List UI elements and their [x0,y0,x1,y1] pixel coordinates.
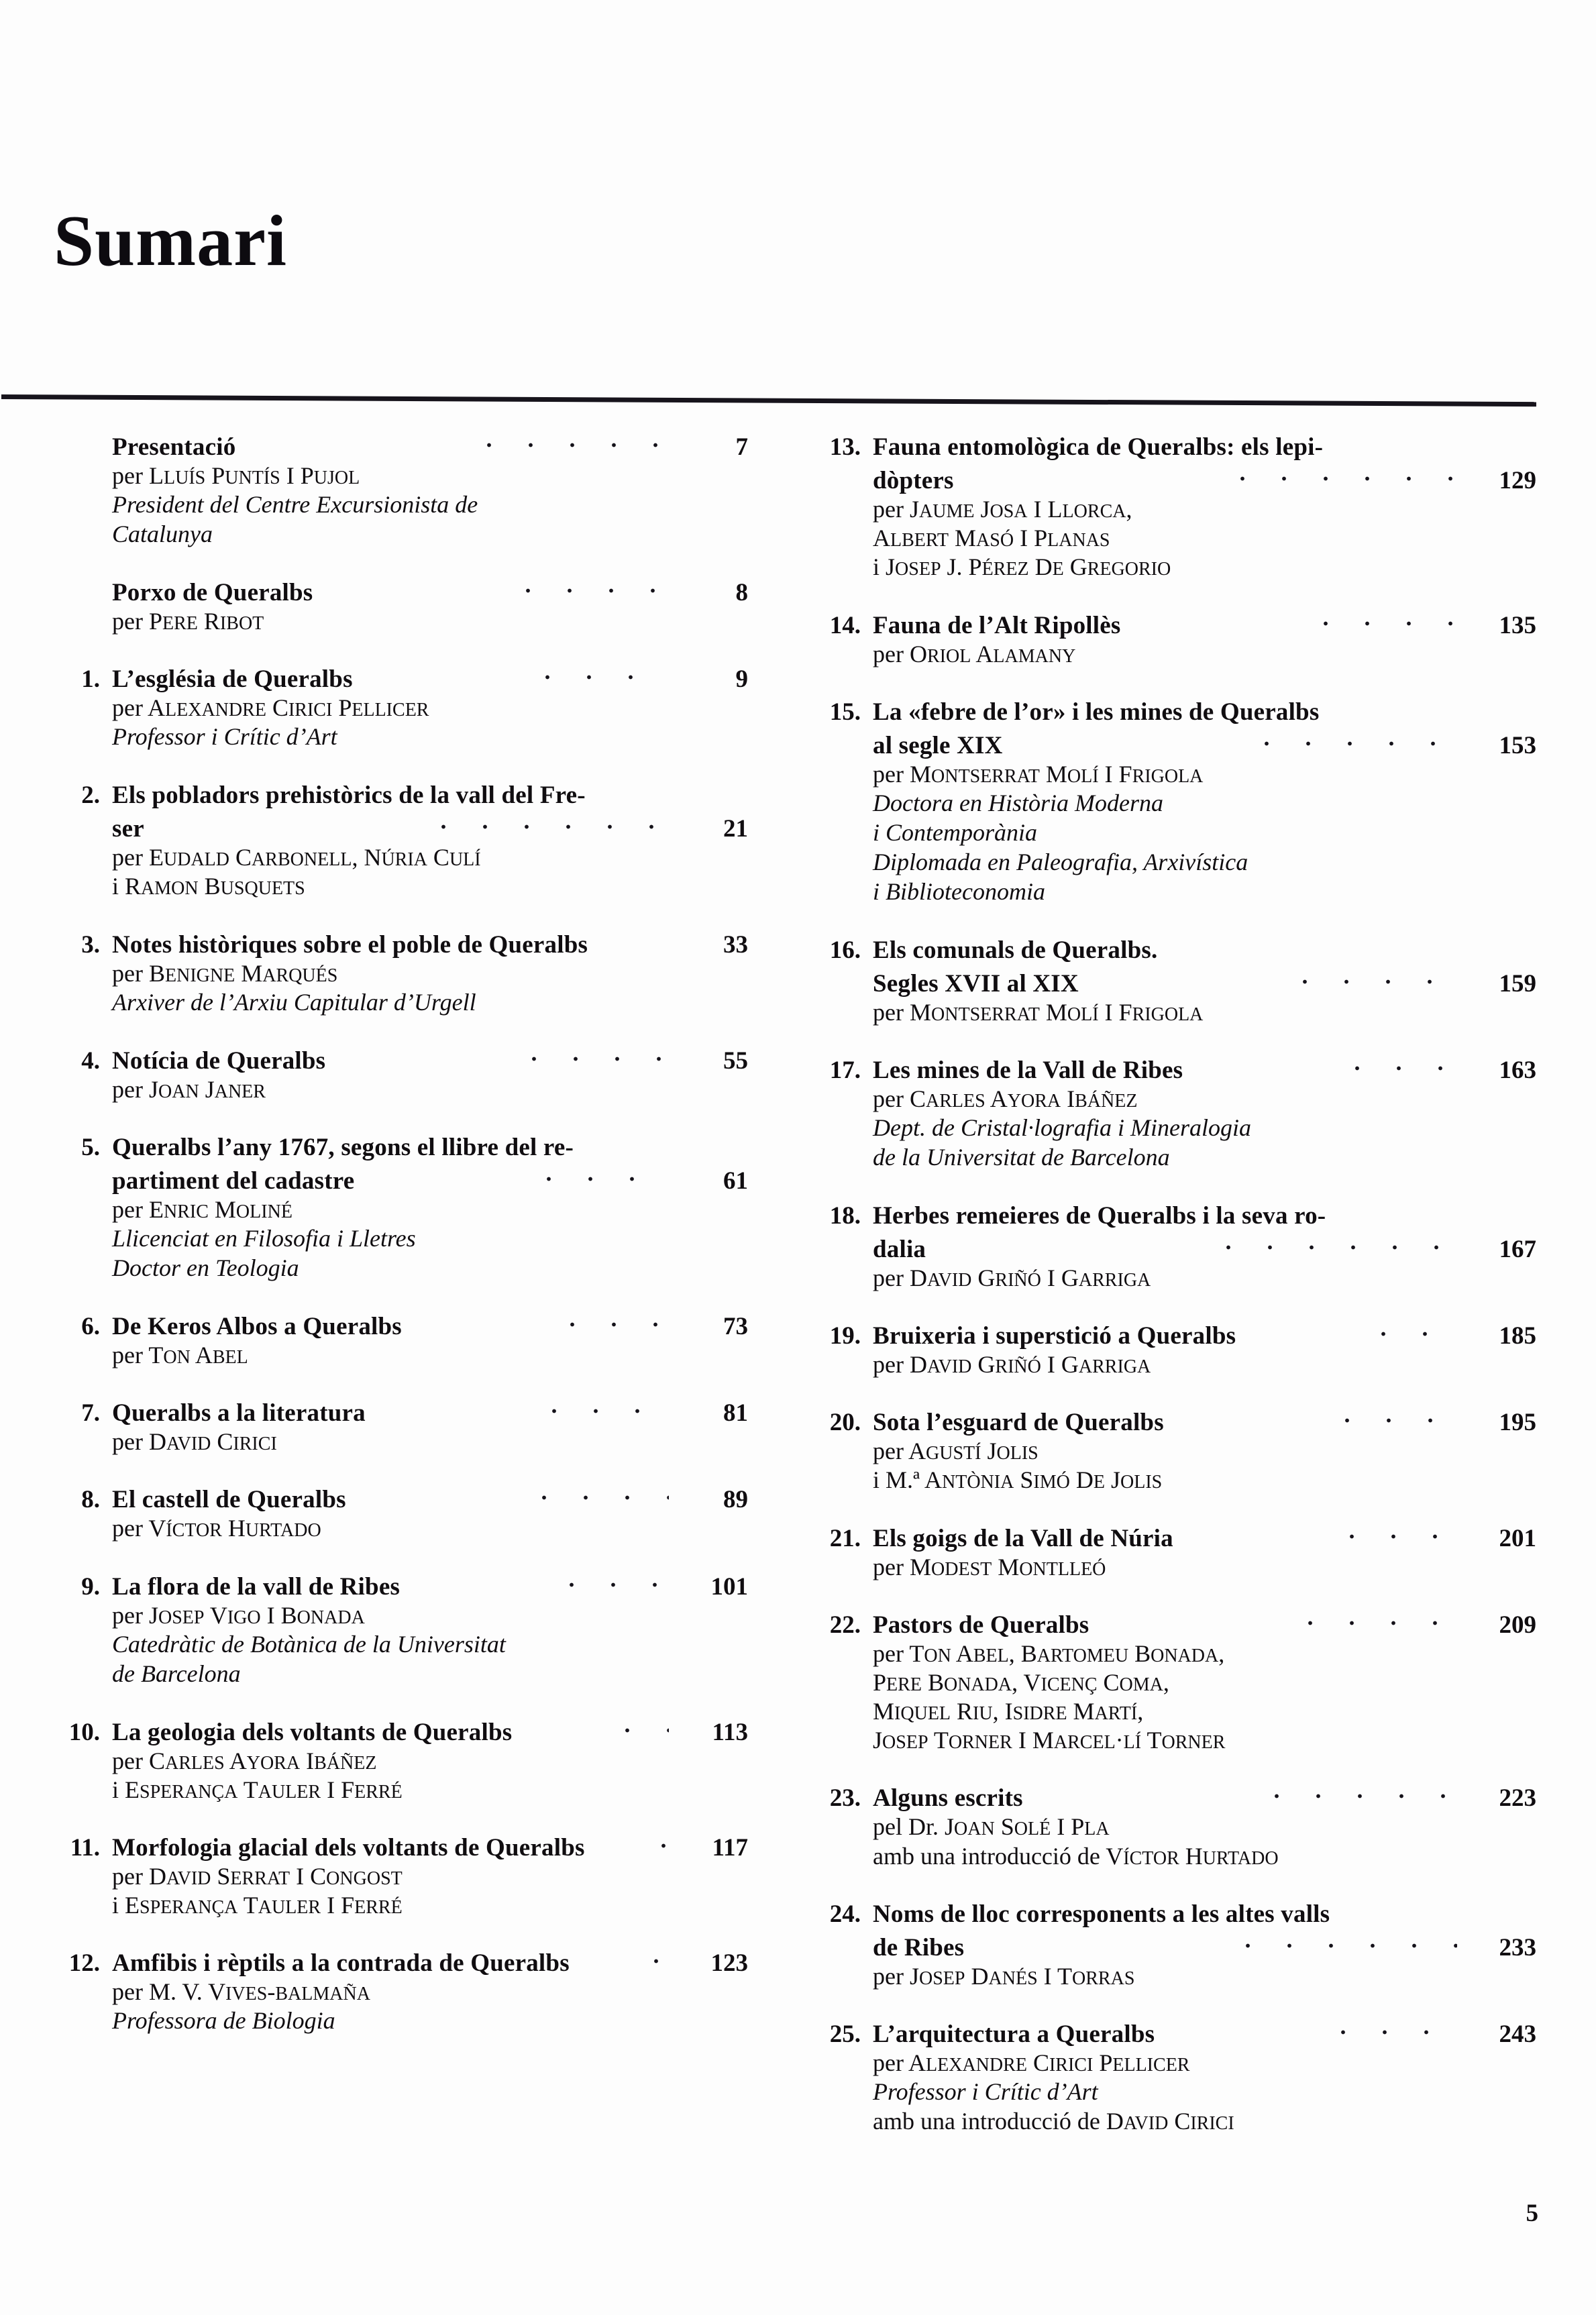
toc-entry-title[interactable]: Bruixeria i superstició a Queralbs [873,1322,1236,1350]
toc-entry-title[interactable]: dòpters [873,467,954,494]
toc-entry-author: per JAUME JOSA I LLORCA, [873,496,1132,523]
toc-entry-number: 8. [81,1486,100,1514]
toc-leader-dots [538,1307,669,1334]
toc-entry-author: per ORIOL ALAMANY [873,640,1076,667]
toc-entry-number: 7. [81,1399,100,1428]
toc-entry-line[interactable] [64,1162,748,1195]
toc-entry-title[interactable]: Herbes remeieres de Queralbs i la seva ro- [873,1201,1326,1230]
toc-entry-title[interactable]: Segles XVII al XIX [873,969,1079,998]
toc-entry-author: per MODEST MONTLLEÓ [873,1553,1106,1580]
toc-entry-affiliation: Professor i Crític d’Art [873,2078,1098,2106]
toc-entry[interactable] [815,606,1536,669]
toc-entry-page-number: 153 [1499,731,1537,759]
toc-entry-line[interactable] [815,726,1536,760]
toc-entry-title[interactable]: ser [112,815,144,843]
toc-leader-dots [624,1128,669,1155]
toc-entry-page-number: 223 [1499,1784,1536,1813]
toc-entry[interactable] [815,1519,1536,1582]
toc-entry-line[interactable] [815,1519,1536,1553]
toc-entry-line[interactable] [815,606,1536,640]
toc-entry[interactable] [815,1197,1536,1293]
toc-entry-author: per DAVID GRIÑÓ I GARRIGA [873,1350,1151,1378]
toc-entry-page-number: 159 [1499,969,1536,998]
toc-entry-title[interactable]: Els pobladors prehistòrics de la vall del Fre- [112,782,586,810]
toc-entry-title[interactable]: Queralbs a la literatura [112,1399,366,1428]
toc-entry-number: 4. [81,1046,100,1075]
toc-entry-page-number: 89 [723,1486,749,1514]
toc-entry-affiliation: Catalunya [112,521,213,548]
toc-entry-line[interactable] [815,1317,1536,1350]
toc-entry[interactable] [64,1829,748,1920]
toc-entry-title[interactable]: Fauna de l’Alt Ripollès [873,611,1121,639]
toc-entry-affiliation: Arxiver de l’Arxiu Capitular d’Urgell [112,988,476,1016]
toc-entry[interactable] [64,1128,748,1283]
toc-entry[interactable] [64,776,748,901]
toc-leader-dots [510,1480,669,1507]
toc-entry-affiliation: Professor i Crític d’Art [112,723,337,751]
toc-entry-page-number: 243 [1499,2021,1536,2048]
toc-leader-dots [513,660,669,687]
toc-entry-line[interactable] [64,1713,748,1747]
toc-entry-affiliation: Catedràtic de Botànica de la Universitat [112,1630,506,1658]
toc-entry-page-number: 55 [723,1046,749,1075]
toc-leader-dots [593,1713,669,1740]
toc-entry-author: i RAMON BUSQUETS [112,873,305,900]
toc-entry-title[interactable]: partiment del cadastre [112,1167,355,1195]
toc-entry-number: 13. [829,433,861,461]
toc-entry-author: per MONTSERRAT MOLÍ I FRIGOLA [873,760,1204,788]
toc-leader-dots [1391,693,1457,720]
toc-entry-page-number [674,781,748,810]
toc-entry-title[interactable]: Notícia de Queralbs [112,1046,326,1075]
toc-entry-number: 14. [829,611,861,639]
toc-entry-title[interactable]: Presentació [112,433,236,461]
toc-entry-line[interactable] [815,428,1536,462]
toc-leader-dots [630,776,669,803]
toc-entry-number: 3. [81,930,100,959]
toc-entry-title[interactable]: La «febre de l’or» i les mines de Queralbs [873,698,1320,726]
toc-leader-dots [1393,428,1457,455]
toc-entry-number [64,1167,112,1195]
toc-entry[interactable] [64,1394,748,1456]
toc-column-right [815,428,1536,2160]
toc-leader-dots [1394,1197,1457,1224]
toc-entry-author: per BENIGNE MARQUÉS [112,959,338,987]
toc-entry-page-number [1462,698,1536,726]
toc-entry-page-number: 21 [723,815,748,843]
toc-entry-number [815,1933,873,1962]
toc-entry-line[interactable] [815,931,1536,965]
toc-entry[interactable] [815,1895,1536,1991]
toc-entry-title[interactable]: Sota l’esguard de Queralbs [873,1409,1164,1437]
toc-leader-dots [1310,931,1457,958]
toc-entry-line[interactable] [815,462,1536,495]
toc-entry-page-number: 195 [1499,1409,1536,1437]
toc-leader-dots [1396,1895,1457,1922]
toc-entry-page-number: 113 [712,1718,749,1746]
toc-entry-number: 9. [81,1572,100,1601]
toc-entry-author: per JOAN JANER [112,1075,266,1103]
toc-entry-title[interactable]: Alguns escrits [873,1784,1023,1813]
toc-entry-page-number [1462,1201,1536,1230]
toc-entry-line[interactable] [64,1307,748,1341]
toc-entry-affiliation: i Contemporània [873,818,1038,846]
toc-entry-author: per VÍCTOR HURTADO [112,1515,321,1542]
toc-entry-number: 22. [829,1611,861,1639]
toc-entry-title[interactable]: de Ribes [873,1933,965,1961]
toc-entry-number: 17. [829,1056,861,1084]
toc-entry[interactable] [64,1042,748,1104]
toc-entry-title[interactable]: dalia [873,1235,926,1263]
toc-entry-page-number: 9 [735,665,749,694]
toc-entry-title[interactable]: Pastors de Queralbs [873,1611,1089,1639]
toc-entry-number: 19. [829,1322,861,1350]
toc-entry-author: per LLUÍS PUNTÍS I PUJOL [112,462,360,489]
toc-entry-page-number: 117 [712,1833,749,1862]
toc-entry-title[interactable]: Porxo de Queralbs [112,579,313,606]
toc-entry-author: per AGUSTÍ JOLIS [873,1438,1039,1465]
toc-entry-line[interactable] [815,1230,1536,1264]
toc-leader-dots [629,1829,669,1855]
toc-entry-line[interactable] [815,1895,1536,1929]
toc-entry-line[interactable] [64,926,748,959]
toc-entry[interactable] [815,1606,1536,1756]
toc-entry-line[interactable] [64,1128,748,1162]
toc-entry[interactable] [64,1568,748,1689]
toc-entry[interactable] [815,2015,1536,2136]
toc-entry-affiliation: Dept. de Cristal·lografia i Mineralogia [873,1114,1251,1141]
toc-entry-affiliation: Doctor en Teologia [112,1254,299,1282]
toc-entry-author: per M. V. VIVES-BALMAÑA [112,1978,370,2006]
toc-entry-title[interactable]: El castell de Queralbs [112,1486,346,1514]
toc-entry-author: per TON ABEL [112,1341,248,1368]
toc-entry-author: amb una introducció de VÍCTOR HURTADO [873,1842,1279,1870]
toc-entry-number [64,578,112,607]
toc-entry[interactable] [815,931,1536,1027]
toc-entry-affiliation: de Barcelona [112,1660,241,1687]
toc-entry-author: per ALEXANDRE CIRICI PELLICER [873,2049,1190,2076]
toc-entry-number: 1. [81,665,100,694]
toc-entry-author: per PERE RIBOT [112,608,264,635]
toc-entry-number [815,1235,873,1264]
toc-leader-dots [1318,1519,1457,1546]
toc-entry-line[interactable] [815,2015,1536,2049]
toc-leader-dots [537,1568,669,1595]
header-divider [1,394,1536,407]
toc-entry-affiliation: Doctora en Història Moderna [873,789,1163,816]
toc-entry-page-number: 123 [710,1949,749,1978]
toc-entry-author: pel Dr. JOAN SOLÉ I PLA [873,1813,1110,1841]
toc-entry-number [815,731,873,760]
toc-entry-page-number: 101 [710,1572,749,1601]
toc-entry-number: 15. [829,698,861,726]
toc-entry-line[interactable] [64,1944,748,1978]
toc-entry-line[interactable] [815,1403,1536,1437]
toc-entry-page-number [1462,936,1536,965]
toc-entry-line[interactable] [64,776,748,810]
toc-entry[interactable] [815,1403,1536,1495]
toc-entry[interactable] [815,1317,1536,1379]
toc-entry-page-number: 81 [723,1399,748,1428]
toc-entry-number: 20. [829,1409,861,1437]
toc-entry-number: 23. [829,1784,861,1813]
toc-entry-number: 18. [829,1201,861,1230]
toc-entry-author: per JOSEP DANÉS I TORRAS [873,1962,1135,1990]
toc-entry-author: per TON ABEL, BARTOMEU BONADA, [873,1639,1225,1667]
toc-entry-title[interactable]: Notes històriques sobre el poble de Queralbs [112,930,588,959]
toc-entry[interactable] [815,693,1536,907]
toc-entry-number: 21. [829,1524,861,1552]
toc-entry-page-number [1462,433,1536,462]
toc-entry[interactable] [815,1051,1536,1173]
toc-entry-title[interactable]: L’arquitectura a Queralbs [873,2021,1155,2048]
toc-entry-author: per MONTSERRAT MOLÍ I FRIGOLA [873,998,1204,1026]
toc-entry-author: i JOSEP J. PÉREZ DE GREGORIO [873,553,1171,581]
toc-leader-dots [1232,726,1457,753]
toc-entry-title[interactable]: Fauna entomològica de Queralbs: els lepi- [873,433,1324,461]
toc-leader-dots [631,926,669,953]
toc-entry-number [64,433,112,462]
toc-leader-dots [1309,2015,1457,2042]
toc-entry-line[interactable] [815,1779,1536,1813]
toc-leader-dots [1323,1051,1457,1078]
toc-entry-number: 25. [829,2021,861,2048]
toc-entry-page-number: 209 [1499,1611,1536,1639]
toc-entry-title[interactable]: Amfibis i rèptils a la contrada de Queralbs [112,1949,570,1978]
toc-entry-author: per DAVID SERRAT I CONGOST [112,1862,403,1890]
toc-entry-author: i M.ª ANTÒNIA SIMÓ DE JOLIS [873,1466,1163,1494]
toc-entry[interactable] [815,1779,1536,1870]
toc-entry-page-number: 201 [1499,1524,1536,1552]
toc-entry-page-number: 135 [1499,611,1536,639]
toc-leader-dots [1194,1230,1457,1257]
toc-entry[interactable] [815,428,1536,582]
toc-entry-affiliation: Diplomada en Paleografia, Arxivística [873,848,1248,875]
toc-entry[interactable] [64,926,748,1018]
toc-entry-title[interactable]: Noms de lloc corresponents a les altes valls [873,1900,1330,1928]
toc-entry-page-number: 8 [735,579,749,606]
toc-entry-author: JOSEP TORNER I MARCEL·LÍ TORNER [873,1727,1226,1754]
toc-entry-page-number: 7 [735,433,748,461]
toc-entry-affiliation: de la Universitat de Barcelona [873,1143,1170,1171]
toc-entry-line[interactable] [64,810,748,843]
toc-entry-line[interactable] [815,965,1536,998]
toc-entry-line[interactable] [64,1394,748,1428]
toc-entry-page-number: 33 [723,930,748,959]
toc-leader-dots [1276,1606,1457,1633]
toc-entry-affiliation: Professora de Biologia [112,2007,335,2035]
toc-entry-author: i ESPERANÇA TAULER I FERRÉ [112,1776,403,1803]
toc-entry-author: i ESPERANÇA TAULER I FERRÉ [112,1892,403,1919]
toc-entry-page-number [674,1133,748,1162]
toc-entry-affiliation: i Biblioteconomia [873,877,1045,905]
toc-entry[interactable] [64,428,748,549]
toc-entry-author: PERE BONADA, VICENÇ COMA, [873,1668,1169,1696]
toc-entry-line[interactable] [64,1829,748,1862]
toc-entry-number: 16. [829,936,861,964]
toc-entry-title[interactable]: Les mines de la Vall de Ribes [873,1056,1183,1084]
toc-entry-author: amb una introducció de DAVID CIRICI [873,2108,1234,2135]
toc-entry-number: 24. [829,1900,861,1928]
page-title: Sumari [54,201,288,281]
toc-leader-dots [1214,1929,1457,1955]
toc-leader-dots [455,428,669,455]
toc-entry[interactable] [64,1307,748,1370]
toc-entry-page-number: 167 [1499,1235,1537,1263]
toc-entry-line[interactable] [815,693,1536,726]
toc-leader-dots [1271,965,1457,991]
toc-leader-dots [500,1042,669,1069]
toc-leader-dots [1242,1779,1457,1806]
toc-entry-line[interactable] [815,1051,1536,1085]
page-folio: 5 [1526,2200,1538,2227]
toc-entry-line[interactable] [64,428,748,462]
toc-entry-number: 12. [68,1949,100,1978]
toc-entry-number: 11. [70,1833,100,1862]
toc-entry-line[interactable] [815,1606,1536,1639]
toc-entry-author: per DAVID GRIÑÓ I GARRIGA [873,1264,1151,1291]
toc-entry-title[interactable]: Morfologia glacial dels voltants de Queralbs [112,1833,585,1862]
toc-entry-affiliation: Llicenciat en Filosofia i Lletres [112,1225,416,1252]
toc-entry-line[interactable] [815,1197,1536,1230]
toc-entry-page-number [1462,1900,1536,1929]
toc-entry-line[interactable] [64,1480,748,1514]
toc-entry-title[interactable]: Queralbs l’any 1767, segons el llibre del re- [112,1133,574,1161]
toc-entry[interactable] [64,660,748,752]
toc-entry-title[interactable]: al segle XIX [873,731,1003,759]
toc-entry-title[interactable]: La geologia dels voltants de Queralbs [112,1718,513,1746]
toc-entry-page-number: 73 [723,1312,748,1340]
toc-entry[interactable] [64,1713,748,1805]
toc-entry-author: per DAVID CIRICI [112,1428,277,1456]
toc-leader-dots [1313,1403,1457,1430]
toc-entry-page-number: 233 [1499,1933,1536,1961]
toc-entry-author: per ALEXANDRE CIRICI PELLICER [112,694,429,722]
toc-entry-line[interactable] [64,660,748,694]
toc-entry-author: per EUDALD CARBONELL, NÚRIA CULÍ [112,844,481,871]
toc-entry-affiliation: President del Centre Excursionista de [112,491,478,519]
toc-entry-number: 6. [81,1312,100,1340]
toc-entry-author: per ENRIC MOLINÉ [112,1195,292,1223]
toc-leader-dots [622,1944,669,1971]
toc-entry-line[interactable] [64,1568,748,1601]
toc-entry[interactable] [64,574,748,636]
toc-entry-number: 2. [81,782,100,810]
toc-entry-author: ALBERT MASÓ I PLANAS [873,525,1110,552]
toc-entry-line[interactable] [815,1929,1536,1962]
toc-leader-dots [409,810,669,837]
toc-entry-line[interactable] [64,574,748,607]
toc-entry-number: 10. [68,1718,100,1746]
toc-entry-number [815,466,873,495]
toc-entry-title[interactable]: La flora de la vall de Ribes [112,1572,401,1601]
toc-entry-title[interactable]: L’església de Queralbs [112,665,353,694]
toc-leader-dots [520,1394,669,1421]
toc-entry-author: per CARLES AYORA IBÁÑEZ [112,1747,377,1774]
toc-entry-author: per CARLES AYORA IBÁÑEZ [873,1085,1138,1112]
toc-entry-page-number: 185 [1499,1322,1537,1350]
toc-entry-page-number: 129 [1499,467,1536,494]
toc-column-left [64,428,748,2060]
toc-entry-number [64,814,112,843]
toc-entry[interactable] [64,1944,748,2036]
toc-entry-line[interactable] [64,1042,748,1075]
toc-entry-page-number: 163 [1499,1056,1537,1084]
toc-leader-dots [1208,462,1457,488]
toc-leader-dots [515,1162,669,1189]
toc-entry-title[interactable]: Els comunals de Queralbs. [873,936,1158,964]
toc-entry[interactable] [64,1480,748,1543]
toc-entry-page-number: 61 [723,1167,749,1195]
toc-entry-number: 5. [81,1133,100,1161]
toc-entry-title[interactable]: Els goigs de la Vall de Núria [873,1524,1173,1552]
toc-leader-dots [494,574,669,600]
toc-leader-dots [1349,1317,1457,1344]
toc-entry-author: MIQUEL RIU, ISIDRE MARTÍ, [873,1698,1144,1725]
toc-entry-number [815,969,873,998]
toc-entry-title[interactable]: De Keros Albos a Queralbs [112,1312,402,1340]
toc-entry-author: per JOSEP VIGO I BONADA [112,1601,365,1629]
toc-leader-dots [1291,606,1457,633]
